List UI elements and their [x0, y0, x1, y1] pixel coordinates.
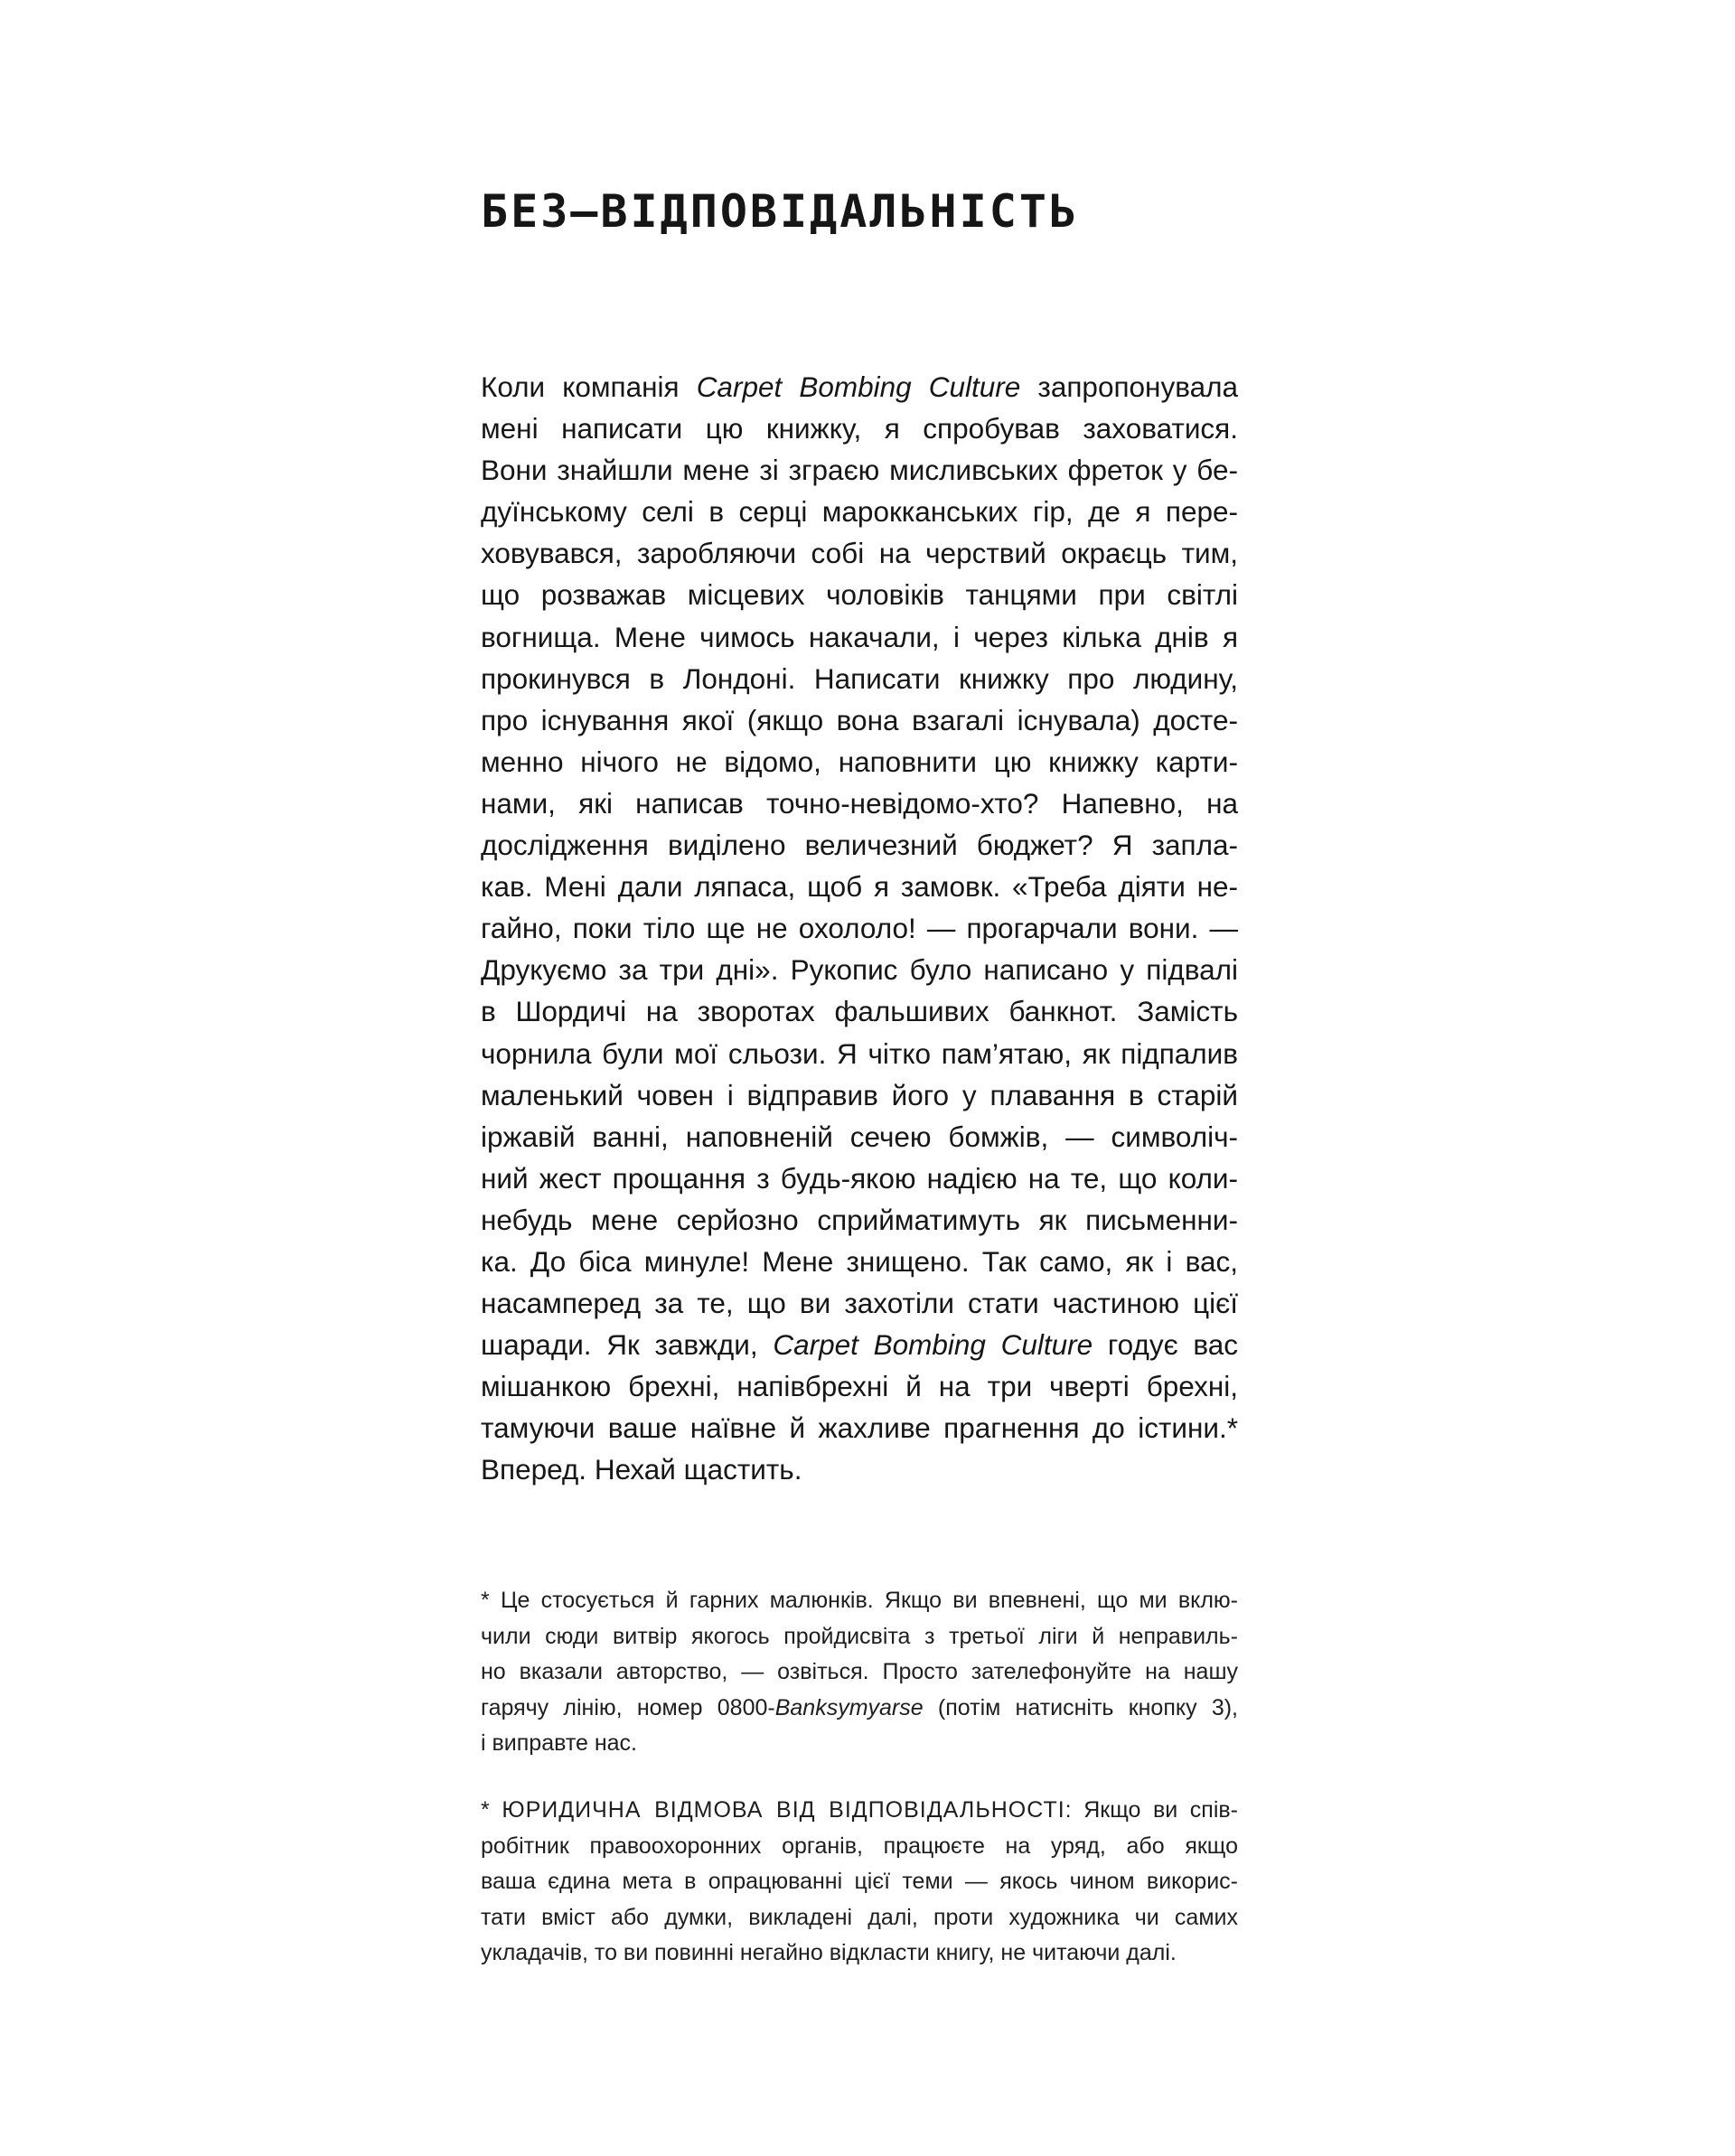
- text-run: небудь мене серйозно сприйматимуть як письменни-: [481, 1203, 1238, 1236]
- text-run: укладачів, то ви повинні негайно відкласти книгу, не читаючи далі.: [481, 1940, 1177, 1965]
- text-run: чорнила були мої сльози. Я чітко пам’ятаю, як підпалив: [481, 1036, 1238, 1070]
- footnote-line: [481, 1829, 1238, 1865]
- text-run: ний жест прощання з будь-якою надією на те, що коли-: [481, 1161, 1238, 1195]
- paragraph-line: [481, 574, 1238, 615]
- italic-text: Carpet Bombing Culture: [696, 370, 1021, 403]
- paragraph-line: [481, 783, 1238, 824]
- text-run: нами, які написав точно-невідомо-хто? Напевно, на: [481, 786, 1238, 820]
- text-run: вогнища. Мене чимось накачали, і через кілька днів я: [481, 620, 1238, 653]
- paragraph-line: [481, 449, 1238, 491]
- text-run: шаради. Як завжди,: [481, 1328, 774, 1362]
- text-run: дуїнському селі в серці марокканських гір, де я пере-: [481, 495, 1238, 529]
- footnote-line: [481, 1864, 1238, 1900]
- text-run: Друкуємо за три дні». Рукопис було написано у підвалі: [481, 953, 1238, 987]
- text-run: мішанкою брехні, напівбрехні й на три чверті брехні,: [481, 1370, 1238, 1403]
- paragraph-line: [481, 616, 1238, 658]
- text-run: но вказали авторство, — озвіться. Просто зателефонуйте на нашу: [481, 1659, 1238, 1684]
- paragraph-line: [481, 699, 1238, 741]
- paragraph-line: [481, 741, 1238, 783]
- text-run: годує вас: [1093, 1328, 1239, 1362]
- paragraph-line: [481, 1365, 1238, 1407]
- footnote-line: [481, 1726, 1238, 1762]
- text-run: про існування якої (якщо вона взагалі існувала) досте-: [481, 703, 1238, 736]
- paragraph-line: [481, 824, 1238, 866]
- footnote-line: [481, 1691, 1238, 1727]
- caps-text: ЮРИДИЧНА ВІДМОВА ВІД ВІДПОВІДАЛЬНОСТІ: [502, 1797, 1065, 1823]
- page-title: БЕЗ–ВІДПОВІДАЛЬНІСТЬ: [481, 185, 1080, 238]
- footnote-line: [481, 1793, 1238, 1829]
- paragraph-line: [481, 408, 1238, 449]
- text-run: тамуючи ваше наївне й жахливе прагнення до істини.*: [481, 1411, 1238, 1445]
- italic-text: Banksymyarse: [774, 1694, 924, 1720]
- text-run: Вперед. Нехай щастить.: [481, 1453, 802, 1486]
- text-run: прокинувся в Лондоні. Написати книжку про людину,: [481, 661, 1238, 695]
- paragraph-line: [481, 658, 1238, 699]
- text-run: : Якщо ви спів-: [1064, 1797, 1238, 1823]
- paragraph-line: [481, 907, 1238, 949]
- text-run: Вони знайшли мене зі зграєю мисливських фреток у бе-: [481, 454, 1238, 487]
- text-run: менно нічого не відомо, наповнити цю книжку карти-: [481, 745, 1238, 778]
- paragraph-line: [481, 491, 1238, 532]
- paragraph-line: [481, 866, 1238, 907]
- footnote-legal-disclaimer: [481, 1793, 1238, 1972]
- text-run: дослідження виділено величезний бюджет? Я запла-: [481, 829, 1238, 862]
- footnote-images: [481, 1583, 1238, 1762]
- italic-text: Carpet Bombing Culture: [773, 1328, 1093, 1362]
- text-run: іржавій ванні, наповненій сечею бомжів, — символіч-: [481, 1120, 1238, 1153]
- text-run: кав. Мені дали ляпаса, щоб я замовк. «Треба діяти не-: [481, 870, 1238, 904]
- text-run: і виправте нас.: [481, 1730, 637, 1756]
- text-run: Коли компанія: [481, 370, 697, 403]
- footnote-line: [481, 1619, 1238, 1655]
- text-run: тати вміст або думки, викладені далі, проти художника чи самих: [481, 1904, 1238, 1930]
- footnote-line: [481, 1583, 1238, 1619]
- text-run: маленький човен і відправив його у плавання в старій: [481, 1078, 1238, 1111]
- text-run: гайно, поки тіло ще не охололо! — прогарчали вони. —: [481, 912, 1238, 945]
- text-run: мені написати цю книжку, я спробував заховатися.: [481, 412, 1238, 445]
- text-run: робітник правоохоронних органів, працюєте на уряд, або якщо: [481, 1833, 1238, 1859]
- text-run: (потім натисніть кнопку 3),: [923, 1694, 1239, 1720]
- paragraph-line: [481, 1282, 1238, 1324]
- text-run: ховувався, заробляючи собі на черствий окраєць тим,: [481, 537, 1238, 570]
- text-run: * Це стосується й гарних малюнків. Якщо ви впевнені, що ми вклю-: [481, 1588, 1238, 1613]
- paragraph-line: [481, 1074, 1238, 1116]
- footnote-line: [481, 1654, 1238, 1691]
- footnote-line: [481, 1900, 1238, 1936]
- paragraph-line: [481, 1448, 1238, 1490]
- text-run: *: [481, 1797, 502, 1823]
- paragraph-line: [481, 949, 1238, 990]
- paragraph-line: [481, 1407, 1238, 1448]
- text-run: ка. До біса минуле! Мене знищено. Так само, як і вас,: [481, 1244, 1238, 1278]
- footnote-line: [481, 1936, 1238, 1972]
- text-run: в Шордичі на зворотах фальшивих банкнот. Замість: [481, 995, 1238, 1028]
- text-run: що розважав місцевих чоловіків танцями при світлі: [481, 578, 1238, 612]
- paragraph-line: [481, 1241, 1238, 1282]
- text-run: ваша єдина мета в опрацюванні цієї теми — якось чином викорис-: [481, 1869, 1238, 1894]
- text-run: чили сюди витвір якогось пройдисвіта з третьої ліги й неправиль-: [481, 1623, 1238, 1649]
- paragraph-line: [481, 1116, 1238, 1158]
- paragraph-line: [481, 990, 1238, 1032]
- main-paragraph: [481, 366, 1238, 1491]
- paragraph-line: [481, 1324, 1238, 1365]
- text-run: гарячу лінію, номер 0800-: [481, 1694, 775, 1720]
- paragraph-line: [481, 1033, 1238, 1074]
- text-run: насамперед за те, що ви захотіли стати частиною цієї: [481, 1287, 1238, 1320]
- text-run: запропонувала: [1020, 370, 1238, 403]
- paragraph-line: [481, 366, 1238, 408]
- paragraph-line: [481, 1158, 1238, 1199]
- paragraph-line: [481, 1199, 1238, 1241]
- paragraph-line: [481, 532, 1238, 574]
